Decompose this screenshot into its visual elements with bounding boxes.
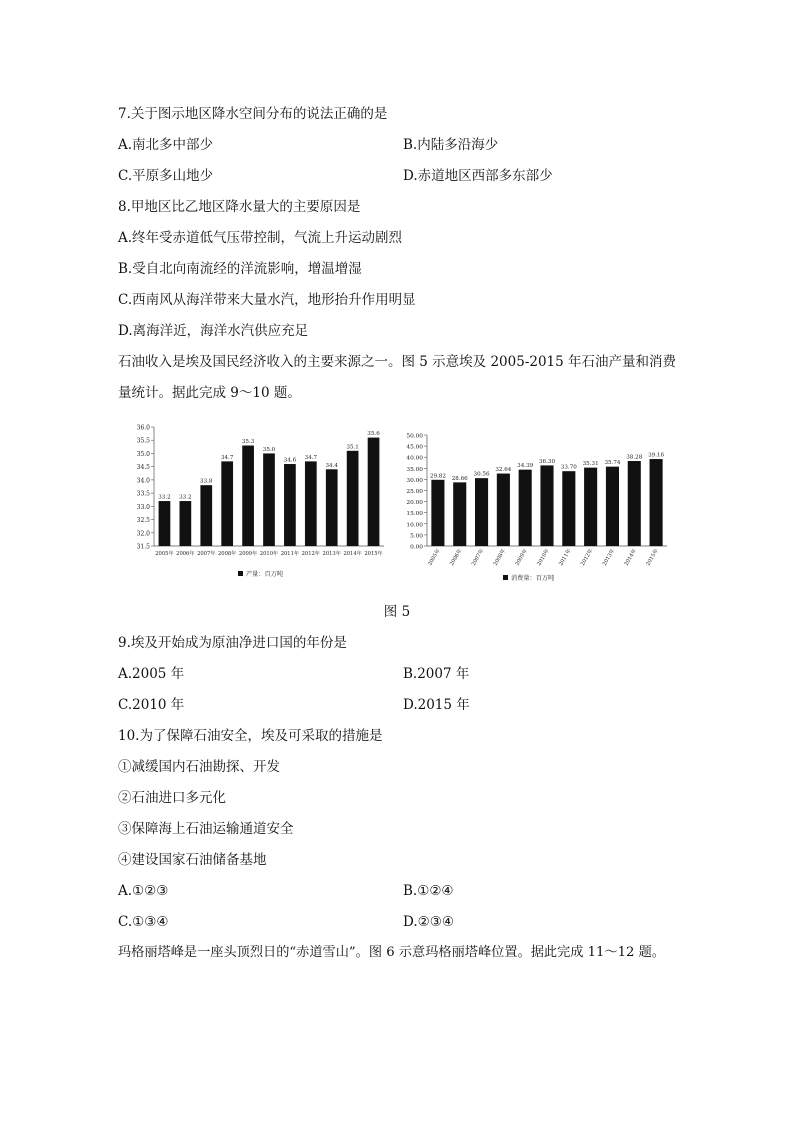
category-label: 2006年: [176, 551, 195, 557]
y-tick-label: 34.5: [136, 464, 150, 472]
data-label: 29.82: [429, 473, 446, 480]
data-label: 33.2: [179, 494, 192, 501]
y-tick-label: 10.00: [406, 522, 423, 529]
category-label: 2010年: [536, 548, 551, 567]
bar: [519, 470, 532, 546]
y-tick-label: 32.0: [136, 530, 150, 538]
legend-label: 产量：百万吨: [246, 571, 284, 578]
y-tick-label: 15.00: [406, 511, 423, 518]
category-label: 2011年: [280, 551, 300, 557]
legend-swatch: [503, 575, 508, 580]
q7-option-d: D.赤道地区西部多东部少: [403, 168, 553, 184]
y-tick-label: 40.00: [406, 455, 423, 462]
bar: [347, 451, 359, 546]
bar: [326, 469, 338, 546]
q7-stem: 7.关于图示地区降水空间分布的说法正确的是: [118, 106, 388, 122]
q9-option-b: B.2007 年: [403, 666, 470, 682]
q10-option-c: C.①③④: [118, 914, 169, 930]
category-label: 2015年: [364, 551, 383, 557]
bar: [453, 482, 466, 546]
bar: [431, 480, 444, 546]
q8-option-d: D.离海洋近，海洋水汽供应充足: [118, 323, 309, 339]
data-label: 34.39: [517, 463, 534, 470]
data-label: 36.30: [538, 458, 556, 465]
data-label: 35.1: [346, 444, 359, 451]
bar: [263, 453, 275, 546]
consumption-bar-chart: [395, 425, 675, 590]
data-label: 33.2: [158, 494, 171, 501]
y-tick-label: 32.5: [136, 517, 150, 525]
y-tick-label: 35.5: [136, 437, 150, 445]
y-tick-label: 5.00: [410, 533, 423, 540]
intro-line-2: 量统计。据此完成 9～10 题。: [118, 385, 301, 401]
category-label: 2005年: [427, 548, 442, 567]
data-label: 35.74: [604, 460, 621, 467]
q9-option-a: A.2005 年: [118, 666, 185, 682]
data-label: 34.7: [220, 454, 234, 461]
bar: [650, 459, 663, 546]
data-label: 35.6: [367, 431, 380, 438]
intro-11-12: 玛格丽塔峰是一座头顶烈日的“赤道雪山”。图 6 示意玛格丽塔峰位置。据此完成 11～12 题。: [118, 945, 665, 960]
data-label: 38.28: [626, 454, 643, 461]
data-label: 35.3: [241, 439, 255, 446]
bar: [540, 465, 553, 546]
q10-item-4: ④建设国家石油储备基地: [118, 852, 267, 868]
bar: [242, 446, 254, 546]
y-tick-label: 33.0: [136, 503, 150, 511]
bar: [562, 471, 575, 546]
y-tick-label: 25.00: [406, 489, 423, 495]
q9-stem: 9.埃及开始成为原油净进口国的年份是: [118, 635, 347, 651]
category-label: 2008年: [492, 548, 508, 567]
category-label: 2007年: [470, 548, 486, 567]
bar: [475, 478, 488, 546]
category-label: 2012年: [301, 551, 321, 557]
data-label: 33.8: [200, 478, 213, 485]
bar: [584, 468, 597, 546]
legend-swatch: [238, 571, 243, 576]
q10-item-1: ①减缓国内石油勘探、开发: [118, 759, 280, 775]
y-tick-label: 45.00: [406, 444, 423, 451]
bar: [221, 461, 233, 546]
data-label: 35.31: [582, 461, 599, 468]
y-tick-label: 35.0: [136, 450, 150, 458]
q10-item-2: ②石油进口多元化: [118, 790, 226, 806]
category-label: 2008年: [217, 551, 237, 557]
bar: [606, 467, 619, 546]
category-label: 2010年: [259, 551, 279, 557]
q10-stem: 10.为了保障石油安全，埃及可采取的措施是: [118, 728, 383, 744]
production-bar-chart: [130, 418, 400, 588]
y-tick-label: 0.00: [410, 544, 423, 551]
q8-option-c: C.西南风从海洋带来大量水汽，地形抬升作用明显: [118, 292, 416, 308]
category-label: 2015年: [645, 548, 660, 567]
y-tick-label: 20.00: [406, 500, 423, 507]
category-label: 2014年: [623, 548, 639, 567]
y-tick-label: 31.5: [136, 543, 150, 551]
q10-item-3: ③保障海上石油运输通道安全: [118, 821, 294, 837]
y-tick-label: 33.5: [136, 490, 150, 498]
category-label: 2014年: [343, 551, 362, 557]
y-tick-label: 50.00: [406, 433, 423, 440]
bar: [284, 464, 296, 546]
bar: [368, 438, 380, 546]
bar: [628, 461, 641, 546]
intro-line-1: 石油收入是埃及国民经济收入的主要来源之一。图 5 示意埃及 2005-2015 年石油产量和消费: [118, 354, 677, 370]
y-tick-label: 36.0: [136, 424, 150, 432]
q10-option-d: D.②③④: [403, 914, 454, 930]
category-label: 2009年: [238, 551, 258, 557]
category-label: 2006年: [449, 548, 464, 567]
q7-option-c: C.平原多山地少: [118, 168, 214, 184]
data-label: 35.0: [262, 446, 276, 453]
bar: [497, 474, 510, 546]
data-label: 34.6: [283, 457, 297, 464]
bar: [159, 501, 171, 546]
q8-stem: 8.甲地区比乙地区降水量大的主要原因是: [118, 199, 361, 215]
category-label: 2011年: [558, 548, 573, 567]
category-label: 2009年: [514, 548, 529, 567]
data-label: 34.7: [304, 454, 318, 461]
data-label: 39.16: [648, 452, 665, 459]
y-tick-label: 34.0: [136, 477, 150, 485]
data-label: 34.4: [325, 462, 338, 469]
y-tick-label: 30.00: [406, 477, 423, 484]
y-tick-label: 35.00: [406, 466, 423, 473]
category-label: 2012年: [579, 548, 595, 567]
bar: [180, 501, 192, 546]
q9-option-d: D.2015 年: [403, 697, 470, 713]
bar: [200, 485, 212, 546]
data-label: 33.70: [560, 464, 577, 471]
q7-option-b: B.内陆多沿海少: [403, 137, 499, 153]
category-label: 2013年: [322, 551, 341, 557]
q9-option-c: C.2010 年: [118, 697, 185, 713]
data-label: 32.64: [495, 467, 512, 474]
figure-caption: 图 5: [383, 604, 411, 620]
bar: [305, 461, 317, 546]
category-label: 2013年: [601, 548, 617, 567]
category-label: 2007年: [197, 551, 216, 557]
legend-label: 消费量：百万吨: [511, 575, 555, 582]
q7-option-a: A.南北多中部少: [118, 137, 214, 153]
data-label: 28.66: [451, 475, 468, 482]
data-label: 30.56: [473, 471, 490, 478]
q8-option-a: A.终年受赤道低气压带控制，气流上升运动剧烈: [118, 230, 403, 246]
q10-option-b: B.①②④: [403, 883, 454, 899]
q8-option-b: B.受自北向南流经的洋流影响，增温增湿: [118, 261, 362, 277]
q10-option-a: A.①②③: [118, 883, 169, 899]
category-label: 2005年: [155, 551, 174, 557]
